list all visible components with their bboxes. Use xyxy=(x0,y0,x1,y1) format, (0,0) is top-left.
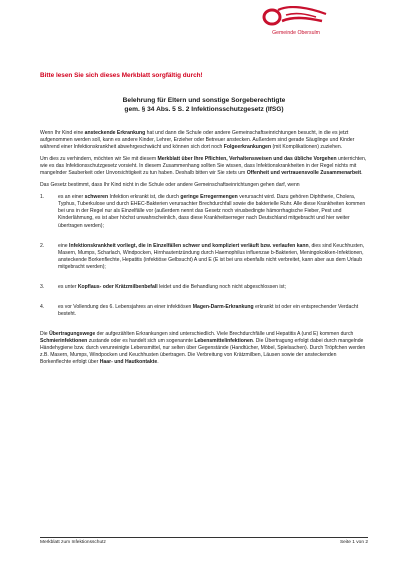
paragraph-transmission xyxy=(40,331,368,366)
text: es vor Vollendung des 6. Lebensjahres an einer infektiösen xyxy=(58,303,193,310)
text: (mit Komplikationen) zuziehen. xyxy=(271,144,343,151)
emphasis: Übertragungswege xyxy=(49,330,96,337)
document-body xyxy=(40,130,368,371)
text: . xyxy=(157,359,159,366)
emphasis: Schmierinfektionen xyxy=(40,337,88,344)
emphasis: Merkblatt über Ihre Pflichten, Verhaltensweisen und das übliche Vorgehen xyxy=(157,156,337,163)
text: es unter xyxy=(58,283,78,290)
emphasis: schweren xyxy=(84,194,109,201)
emphasis: Infektionskrankheit vorliegt, die in Einzelfällen schwer und kompliziert verläuft bzw. verlaufen kann xyxy=(69,242,309,249)
municipality-logo xyxy=(260,6,332,36)
text: verursacht wird. Dazu gehören Diphtherie, Cholera, Typhus, Tuberkulose und durch EHEC-Bakterien verursachter Brechdurchfall sowie die bakterielle Ruhr. Alle diese Krankheiten kommen bei uns in der Regel nur als Einzelfälle vor (außerdem nennt das Gesetz noch virusbedingte hämorrhagische Fieber, Pest und Kinderlähmung, es ist aber höchst unwahrscheinlich, dass diese Krankheitserreger nach Deutschland mitgebracht und hier weiter übertragen werden); xyxy=(58,194,366,229)
text: unterrichten, wie es das Infektionsschutzgesetz vorsieht. In diesem Zusammenhang sollten Sie wissen, dass Infektionskrankheiten in der Regel nichts mit mangelnder Sauberkeit oder Unvorsichtigkeit zu tun haben. Deshalb bitten wir Sie stets um xyxy=(40,156,367,177)
emphasis: Magen-Darm-Erkrankung xyxy=(192,303,254,310)
emphasis: Folgeerkrankungen xyxy=(223,144,272,151)
emphasis: Kopflaus- oder Krätzmilbenbefall xyxy=(77,283,158,290)
list-number: 4. xyxy=(40,303,45,310)
text: Um dies zu verhindern, möchten wir Sie mit diesem xyxy=(40,156,158,163)
paragraph-law: Das Gesetz bestimmt, dass Ihr Kind nicht in die Schule oder andere Gemeinschaftseinrichtungen gehen darf, wenn xyxy=(40,182,300,189)
text: . xyxy=(361,170,363,177)
conditions-list xyxy=(40,194,368,318)
emphasis: Offenheit und vertrauensvolle Zusammenarbeit xyxy=(246,170,362,177)
text: Infektion erkrankt ist, die durch xyxy=(108,194,181,201)
text: eine xyxy=(58,242,70,249)
text: zustande oder es handelt sich um sogenannte xyxy=(87,337,195,344)
footer-title: Merkblatt zum Infektionsschutz xyxy=(40,540,106,545)
text: der aufgezählten Erkrankungen sind unterschiedlich. Viele Brechdurchfälle und Hepatitis A (und E) kommen durch xyxy=(95,330,354,337)
title-line-2: gem. § 34 Abs. 5 S. 2 Infektionsschutzgesetz (IfSG) xyxy=(124,106,284,113)
text: erkrankt ist oder ein entsprechender Verdacht besteht. xyxy=(58,303,359,317)
text: Die xyxy=(40,330,50,337)
paragraph-intro xyxy=(40,130,368,151)
text: . Die Übertragung erfolgt dabei durch mangelnde Händehygiene bzw. durch verunreinigte Lebensmittel, nur selten über Gegenstände (Handtücher, Möbel, Spielsachen). Durch Tröpfchen werden z.B. Masern, Mumps, Windpocken und Keuchhusten übertragen. Die Verbreitung von Krätzmilben, Läusen sowie der ansteckenden Borkenflechte erfolgt über xyxy=(40,337,366,366)
title-line-1: Belehrung für Eltern und sonstige Sorgeberechtigte xyxy=(122,97,286,104)
emphasis: Haar- und Hautkontakte xyxy=(99,359,158,366)
text: es an einer xyxy=(58,194,85,201)
page-number: Seite 1 von 2 xyxy=(339,540,368,545)
list-item xyxy=(40,243,368,271)
list-number: 1. xyxy=(40,194,45,201)
list-item xyxy=(40,194,368,229)
text: hat und dann die Schule oder andere Gemeinschaftseinrichtungen besucht, in die es jetzt aufgenommen werden soll, kann es andere Kinder, Lehrer, Erzieher oder Betreuer anstecken. Außerdem sind gerade Säuglinge und Kinder während einer Infektionskrankheit abwehrgeschwächt und können sich dort noch xyxy=(40,130,355,151)
list-number: 2. xyxy=(40,242,45,249)
paragraph-purpose xyxy=(40,156,368,177)
text: , dies sind Keuchhusten, Masern, Mumps, Scharlach, Windpocken, Hirnhautentzündung durch Haemophilus influenzae b-Bakterien, Meningokokken-Infektionen, ansteckende Borkenflechte, Hepatitis (infektiöse Gelbsucht) A und E (E ist bei uns ebenfalls nicht verbreitet, kann aber aus dem Urlaub mitgebracht werden); xyxy=(58,242,365,270)
emphasis: ansteckende Erkrankung xyxy=(84,130,146,136)
list-item xyxy=(40,284,368,291)
logo-subtitle: Gemeinde Obersulm xyxy=(272,30,320,36)
page-footer xyxy=(40,537,368,545)
text: Wenn Ihr Kind eine xyxy=(40,130,85,136)
text: leidet und die Behandlung noch nicht abgeschlossen ist; xyxy=(157,283,286,290)
emphasis: Lebensmittelinfektionen xyxy=(194,337,253,344)
obersulm-logo-mark xyxy=(260,6,332,26)
list-item xyxy=(40,304,368,318)
document-title xyxy=(40,96,368,114)
list-number: 3. xyxy=(40,283,45,290)
emphasis: geringe Erregermengen xyxy=(180,194,238,201)
warning-notice: Bitte lesen Sie sich dieses Merkblatt sorgfältig durch! xyxy=(40,72,203,79)
